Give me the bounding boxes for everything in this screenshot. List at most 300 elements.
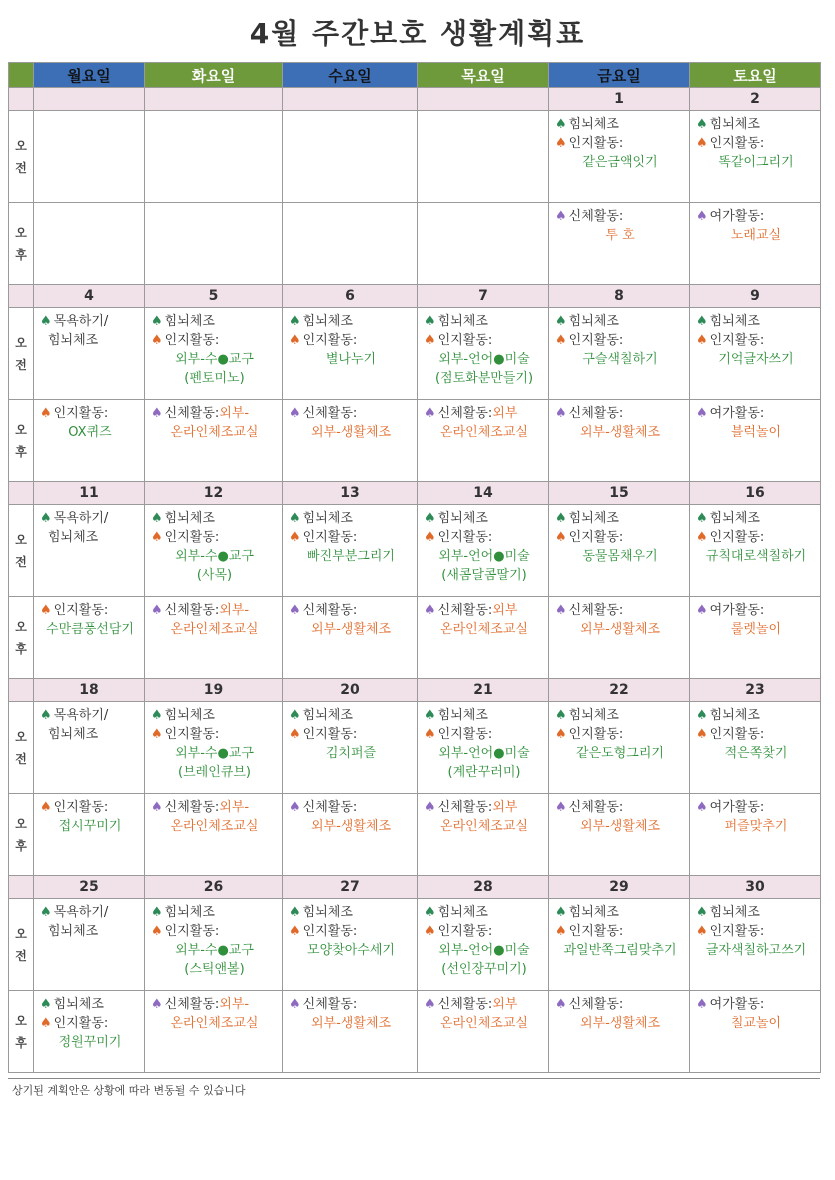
- spade-icon: ♠: [424, 314, 436, 329]
- activity-text: 힘뇌체조: [709, 314, 760, 329]
- activity-cell: [34, 794, 145, 876]
- activity-cell: [283, 794, 418, 876]
- spade-icon: ♠: [40, 603, 52, 618]
- activity-line: [696, 922, 816, 941]
- activity-cell: [690, 899, 821, 991]
- activity-line: [40, 331, 140, 350]
- activity-line: [289, 404, 413, 423]
- spade-icon: ♠: [555, 511, 567, 526]
- date-number: 11: [34, 482, 145, 505]
- activity-cell: [418, 899, 549, 991]
- activity-line: [424, 798, 544, 817]
- activity-cell: [34, 597, 145, 679]
- activity-text: 온라인체조교실: [440, 819, 528, 834]
- activity-line: [696, 312, 816, 331]
- activity-cell: [283, 597, 418, 679]
- activity-line: [555, 547, 685, 566]
- activity-text: 힘뇌체조: [302, 314, 353, 329]
- activity-text: 신체활동:: [568, 406, 624, 421]
- activity-line: [289, 941, 413, 960]
- activity-line: [424, 404, 544, 423]
- activity-line: [40, 1033, 140, 1052]
- spade-icon: ♠: [696, 333, 708, 348]
- activity-cell: [418, 597, 549, 679]
- spade-icon: ♠: [40, 314, 52, 329]
- activity-text: 같은도형그리기: [576, 746, 664, 761]
- activity-line: [555, 528, 685, 547]
- activity-cell: [283, 505, 418, 597]
- activity-line: [696, 226, 816, 245]
- activity-line: [289, 528, 413, 547]
- morning-label: 오 전: [9, 505, 34, 597]
- activity-text: 외부-수●교구: [175, 549, 254, 564]
- activity-line: [555, 207, 685, 226]
- activity-line: [151, 903, 278, 922]
- spade-icon: ♠: [151, 530, 163, 545]
- activity-line: [696, 725, 816, 744]
- activity-line: [289, 744, 413, 763]
- date-number: 22: [549, 679, 690, 702]
- spade-icon: ♠: [40, 511, 52, 526]
- activity-line: [555, 350, 685, 369]
- schedule-table: [8, 62, 821, 1073]
- activity-text: 힘뇌체조: [568, 314, 619, 329]
- activity-text: 투 호: [605, 228, 635, 243]
- activity-line: [696, 153, 816, 172]
- activity-line: [151, 941, 278, 960]
- activity-line: [555, 941, 685, 960]
- spade-icon: ♠: [151, 333, 163, 348]
- afternoon-label: 오 후: [9, 991, 34, 1073]
- date-row: [9, 285, 821, 308]
- date-number: 19: [145, 679, 283, 702]
- spade-icon: ♠: [555, 333, 567, 348]
- activity-text: 온라인체조교실: [170, 425, 259, 440]
- activity-line: [151, 798, 278, 817]
- activity-line: [696, 207, 816, 226]
- activity-text: 인지활동:: [437, 530, 493, 545]
- activity-text: 목욕하기/: [53, 511, 109, 526]
- spade-icon: ♠: [555, 800, 567, 815]
- spade-icon: ♠: [696, 209, 708, 224]
- activity-text: 힘뇌체조: [302, 905, 353, 920]
- spade-icon: ♠: [289, 800, 301, 815]
- activity-text: 여가활동:: [709, 209, 765, 224]
- activity-cell: [283, 111, 418, 203]
- activity-line: [424, 423, 544, 442]
- activity-text: (계란꾸러미): [447, 765, 521, 780]
- activity-text: 인지활동:: [709, 333, 765, 348]
- afternoon-label: 오 후: [9, 400, 34, 482]
- spade-icon: ♠: [289, 997, 301, 1012]
- activity-text: 기억글자쓰기: [718, 352, 794, 367]
- activity-cell: [34, 111, 145, 203]
- activity-line: [696, 601, 816, 620]
- activity-text: 규칙대로색칠하기: [705, 549, 807, 564]
- spade-icon: ♠: [289, 727, 301, 742]
- spade-icon: ♠: [555, 905, 567, 920]
- spade-icon: ♠: [555, 406, 567, 421]
- date-number: 13: [283, 482, 418, 505]
- spade-icon: ♠: [696, 800, 708, 815]
- activity-cell: [418, 111, 549, 203]
- activity-cell: [145, 308, 283, 400]
- activity-text: 적은쪽찾기: [724, 746, 788, 761]
- activity-text: 신체활동:: [437, 800, 493, 815]
- activity-line: [289, 725, 413, 744]
- date-number: 5: [145, 285, 283, 308]
- activity-line: [555, 817, 685, 836]
- activity-cell: [34, 400, 145, 482]
- spade-icon: ♠: [424, 708, 436, 723]
- date-number: 6: [283, 285, 418, 308]
- activity-line: [151, 509, 278, 528]
- activity-line: [151, 350, 278, 369]
- afternoon-row: [9, 794, 821, 876]
- spade-icon: ♠: [40, 800, 52, 815]
- activity-line: [555, 331, 685, 350]
- activity-text: 힘뇌체조: [48, 924, 99, 939]
- activity-cell: [145, 702, 283, 794]
- spade-icon: ♠: [151, 511, 163, 526]
- weekday-header: 목요일: [418, 63, 549, 88]
- activity-line: [289, 903, 413, 922]
- activity-text: 접시꾸미기: [58, 819, 122, 834]
- page-title: 4월 주간보호 생활계획표: [249, 17, 586, 50]
- activity-text: 인지활동:: [709, 727, 765, 742]
- activity-line: [151, 960, 278, 979]
- activity-text-tail: 외부: [492, 406, 518, 421]
- spade-icon: ♠: [555, 136, 567, 151]
- activity-text: 정원꾸미기: [58, 1035, 122, 1050]
- activity-line: [151, 744, 278, 763]
- activity-line: [151, 995, 278, 1014]
- date-row: [9, 679, 821, 702]
- activity-line: [696, 903, 816, 922]
- activity-text: 동물몸채우기: [582, 549, 658, 564]
- activity-text: 인지활동:: [164, 333, 220, 348]
- afternoon-row: [9, 400, 821, 482]
- date-row-side: [9, 285, 34, 308]
- activity-line: [40, 798, 140, 817]
- activity-line: [424, 960, 544, 979]
- activity-line: [40, 995, 140, 1014]
- activity-text: 힘뇌체조: [709, 511, 760, 526]
- activity-cell: [690, 400, 821, 482]
- spade-icon: ♠: [424, 997, 436, 1012]
- activity-text: 힘뇌체조: [48, 530, 99, 545]
- activity-text: 인지활동:: [53, 406, 109, 421]
- activity-text: 신체활동:: [568, 997, 624, 1012]
- morning-label: 오 전: [9, 308, 34, 400]
- activity-line: [40, 423, 140, 442]
- activity-text: 인지활동:: [164, 924, 220, 939]
- morning-row: [9, 899, 821, 991]
- activity-text-tail: 외부-: [219, 800, 250, 815]
- activity-text: 인지활동:: [568, 530, 624, 545]
- spade-icon: ♠: [151, 708, 163, 723]
- activity-text: 힘뇌체조: [164, 708, 215, 723]
- morning-row: [9, 308, 821, 400]
- activity-line: [424, 706, 544, 725]
- spade-icon: ♠: [696, 997, 708, 1012]
- activity-text: 외부-생활체조: [579, 819, 661, 834]
- activity-line: [555, 226, 685, 245]
- activity-text: 여가활동:: [709, 800, 765, 815]
- activity-cell: [418, 203, 549, 285]
- activity-cell: [549, 702, 690, 794]
- activity-text: (브레인큐브): [178, 765, 251, 780]
- activity-line: [555, 725, 685, 744]
- activity-text-tail: 외부-: [219, 603, 250, 618]
- activity-line: [555, 1014, 685, 1033]
- activity-cell: [283, 308, 418, 400]
- date-number: [283, 88, 418, 111]
- activity-cell: [145, 597, 283, 679]
- activity-text: 김치퍼즐: [325, 746, 377, 761]
- spade-icon: ♠: [424, 727, 436, 742]
- activity-line: [696, 509, 816, 528]
- spade-icon: ♠: [151, 997, 163, 1012]
- date-number: 21: [418, 679, 549, 702]
- date-row: [9, 88, 821, 111]
- spade-icon: ♠: [40, 406, 52, 421]
- activity-line: [40, 903, 140, 922]
- activity-text: 모양찾아수세기: [307, 943, 395, 958]
- spade-icon: ♠: [151, 603, 163, 618]
- activity-line: [40, 922, 140, 941]
- activity-line: [151, 725, 278, 744]
- activity-cell: [34, 505, 145, 597]
- activity-line: [40, 509, 140, 528]
- activity-line: [40, 725, 140, 744]
- activity-line: [424, 763, 544, 782]
- spade-icon: ♠: [40, 905, 52, 920]
- spade-icon: ♠: [151, 727, 163, 742]
- spade-icon: ♠: [289, 603, 301, 618]
- activity-line: [289, 817, 413, 836]
- activity-text: 같은금액잇기: [582, 155, 658, 170]
- activity-text: 신체활동:: [302, 406, 358, 421]
- activity-line: [40, 817, 140, 836]
- activity-line: [151, 706, 278, 725]
- date-number: [145, 88, 283, 111]
- spade-icon: ♠: [40, 997, 52, 1012]
- spade-icon: ♠: [151, 314, 163, 329]
- spade-icon: ♠: [424, 530, 436, 545]
- activity-line: [424, 817, 544, 836]
- activity-cell: [418, 991, 549, 1073]
- activity-line: [289, 423, 413, 442]
- spade-icon: ♠: [424, 924, 436, 939]
- spade-icon: ♠: [289, 333, 301, 348]
- activity-text: 외부-생활체조: [310, 622, 392, 637]
- activity-text: 인지활동:: [302, 727, 358, 742]
- activity-text: 신체활동:: [164, 406, 220, 421]
- afternoon-label: 오 후: [9, 794, 34, 876]
- activity-text: 인지활동:: [568, 727, 624, 742]
- date-number: 15: [549, 482, 690, 505]
- activity-line: [289, 547, 413, 566]
- activity-line: [555, 153, 685, 172]
- spade-icon: ♠: [289, 530, 301, 545]
- spade-icon: ♠: [555, 727, 567, 742]
- spade-icon: ♠: [555, 117, 567, 132]
- afternoon-row: [9, 597, 821, 679]
- activity-text-tail: 외부: [492, 800, 518, 815]
- date-number: 27: [283, 876, 418, 899]
- activity-text: 힘뇌체조: [568, 905, 619, 920]
- spade-icon: ♠: [696, 924, 708, 939]
- activity-line: [289, 601, 413, 620]
- spade-icon: ♠: [555, 603, 567, 618]
- activity-cell: [549, 899, 690, 991]
- activity-text: 온라인체조교실: [170, 819, 259, 834]
- activity-text: 외부-언어●미술: [438, 943, 530, 958]
- activity-line: [555, 134, 685, 153]
- spade-icon: ♠: [696, 530, 708, 545]
- activity-line: [151, 763, 278, 782]
- activity-cell: [549, 308, 690, 400]
- activity-cell: [283, 400, 418, 482]
- spade-icon: ♠: [151, 406, 163, 421]
- activity-text: 룰렛놀이: [730, 622, 782, 637]
- activity-line: [696, 620, 816, 639]
- spade-icon: ♠: [424, 603, 436, 618]
- activity-cell: [690, 111, 821, 203]
- spade-icon: ♠: [289, 708, 301, 723]
- spade-icon: ♠: [555, 997, 567, 1012]
- spade-icon: ♠: [696, 406, 708, 421]
- activity-text: 힘뇌체조: [302, 511, 353, 526]
- activity-text: 블럭놀이: [730, 425, 782, 440]
- activity-text: 힘뇌체조: [302, 708, 353, 723]
- activity-line: [696, 115, 816, 134]
- activity-line: [696, 547, 816, 566]
- spade-icon: ♠: [424, 511, 436, 526]
- activity-line: [424, 744, 544, 763]
- activity-line: [696, 134, 816, 153]
- activity-cell: [145, 400, 283, 482]
- activity-line: [424, 725, 544, 744]
- spade-icon: ♠: [696, 136, 708, 151]
- footnote: 상기된 계획안은 상황에 따라 변동될 수 있습니다: [12, 1084, 246, 1097]
- activity-text: 신체활동:: [568, 603, 624, 618]
- activity-line: [696, 1014, 816, 1033]
- activity-line: [289, 922, 413, 941]
- activity-line: [555, 115, 685, 134]
- activity-text: 인지활동:: [302, 924, 358, 939]
- activity-text: 여가활동:: [709, 406, 765, 421]
- activity-line: [424, 528, 544, 547]
- activity-text: 인지활동:: [568, 333, 624, 348]
- date-number: 20: [283, 679, 418, 702]
- activity-text: 온라인체조교실: [170, 622, 259, 637]
- activity-text-tail: 외부: [492, 997, 518, 1012]
- spade-icon: ♠: [151, 924, 163, 939]
- activity-text: 외부-언어●미술: [438, 352, 530, 367]
- activity-cell: [283, 899, 418, 991]
- header-corner: [9, 63, 34, 88]
- activity-text: 힘뇌체조: [709, 905, 760, 920]
- spade-icon: ♠: [555, 924, 567, 939]
- activity-line: [696, 350, 816, 369]
- activity-cell: [145, 203, 283, 285]
- activity-text: 똑같이그리기: [718, 155, 794, 170]
- morning-row: [9, 111, 821, 203]
- spade-icon: ♠: [696, 727, 708, 742]
- activity-line: [289, 312, 413, 331]
- activity-line: [151, 1014, 278, 1033]
- date-number: 12: [145, 482, 283, 505]
- activity-cell: [145, 111, 283, 203]
- spade-icon: ♠: [289, 511, 301, 526]
- activity-line: [696, 528, 816, 547]
- activity-line: [696, 798, 816, 817]
- activity-line: [151, 922, 278, 941]
- activity-text-tail: 외부-: [219, 406, 250, 421]
- spade-icon: ♠: [696, 603, 708, 618]
- activity-text: 온라인체조교실: [440, 1016, 528, 1031]
- activity-line: [424, 547, 544, 566]
- activity-cell: [690, 505, 821, 597]
- activity-line: [555, 798, 685, 817]
- spade-icon: ♠: [424, 800, 436, 815]
- activity-text: OX퀴즈: [68, 425, 112, 440]
- activity-cell: [145, 794, 283, 876]
- activity-line: [40, 1014, 140, 1033]
- activity-text: (새콤달콤딸기): [441, 568, 527, 583]
- afternoon-row: [9, 203, 821, 285]
- activity-text: 신체활동:: [302, 800, 358, 815]
- activity-cell: [549, 505, 690, 597]
- date-number: 23: [690, 679, 821, 702]
- spade-icon: ♠: [696, 905, 708, 920]
- activity-line: [555, 404, 685, 423]
- activity-text: 퍼즐맞추기: [724, 819, 788, 834]
- activity-line: [40, 706, 140, 725]
- activity-line: [40, 312, 140, 331]
- activity-line: [555, 744, 685, 763]
- spade-icon: ♠: [555, 530, 567, 545]
- spade-icon: ♠: [696, 511, 708, 526]
- activity-cell: [34, 702, 145, 794]
- activity-line: [40, 620, 140, 639]
- activity-text: 힘뇌체조: [164, 511, 215, 526]
- spade-icon: ♠: [289, 314, 301, 329]
- date-row-side: [9, 679, 34, 702]
- activity-line: [696, 995, 816, 1014]
- date-row: [9, 876, 821, 899]
- activity-line: [696, 706, 816, 725]
- spade-icon: ♠: [289, 924, 301, 939]
- activity-line: [555, 995, 685, 1014]
- spade-icon: ♠: [424, 406, 436, 421]
- activity-line: [555, 312, 685, 331]
- activity-line: [151, 620, 278, 639]
- activity-line: [151, 404, 278, 423]
- activity-cell: [418, 400, 549, 482]
- activity-line: [424, 312, 544, 331]
- activity-line: [424, 941, 544, 960]
- activity-text: 신체활동:: [568, 800, 624, 815]
- activity-text: 여가활동:: [709, 997, 765, 1012]
- date-number: 18: [34, 679, 145, 702]
- activity-text-tail: 외부-: [219, 997, 250, 1012]
- activity-line: [289, 798, 413, 817]
- activity-line: [555, 509, 685, 528]
- activity-text: 온라인체조교실: [170, 1016, 259, 1031]
